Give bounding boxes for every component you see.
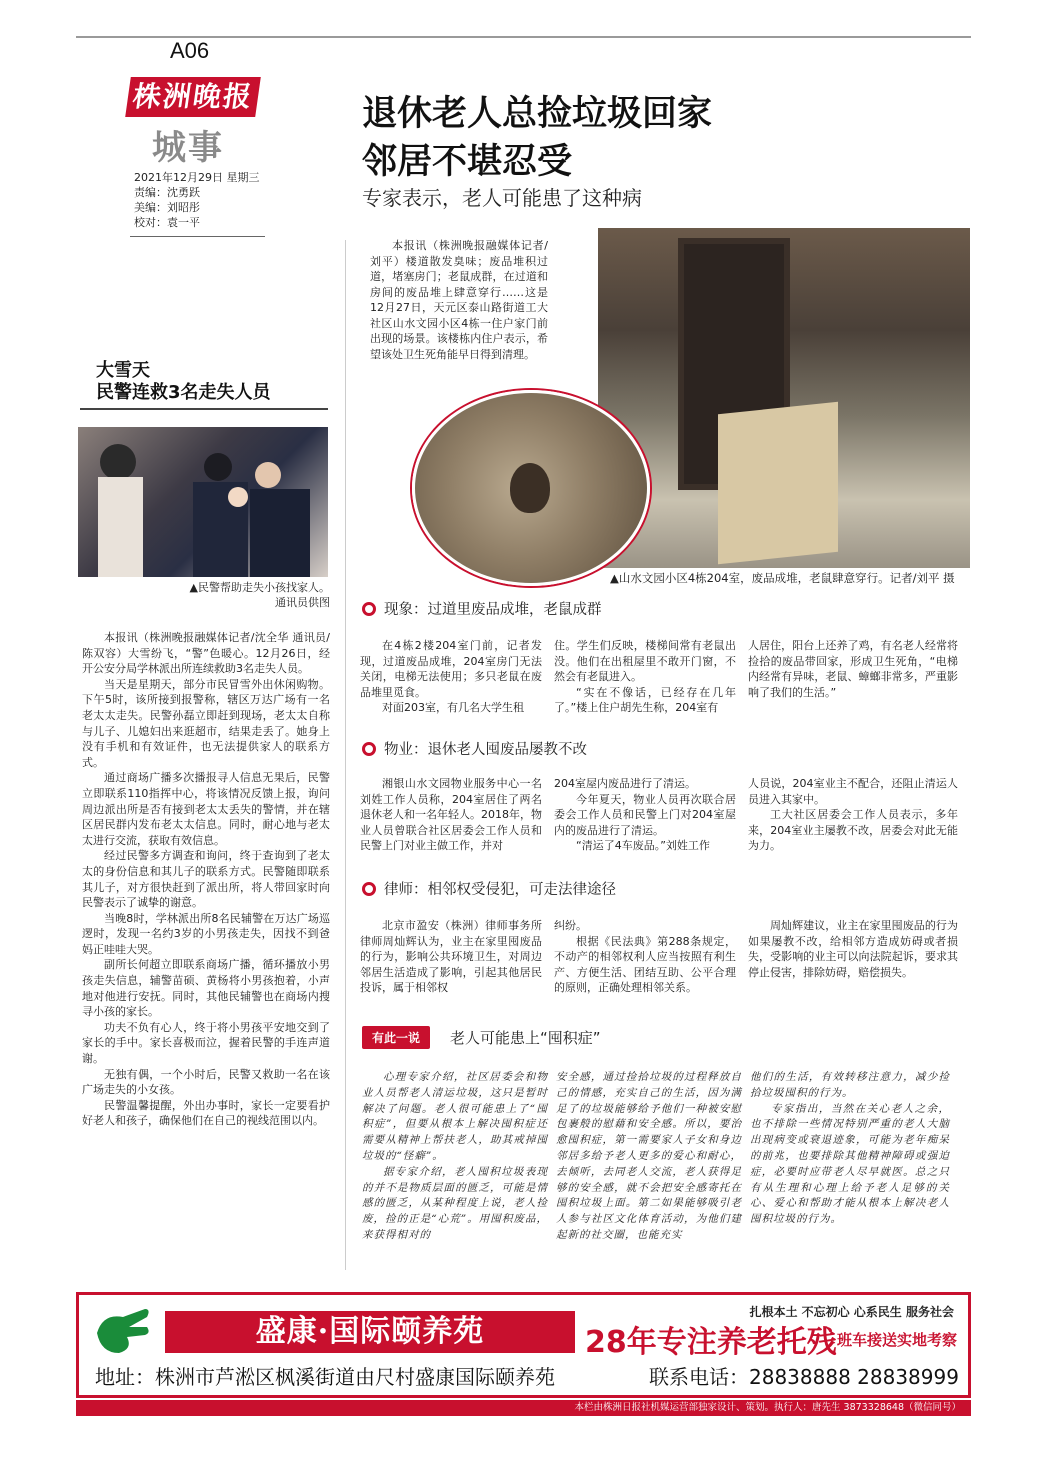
column-divider bbox=[345, 240, 346, 1270]
article-paragraph: 北京市盈安（株洲）律师事务所律师周灿辉认为，业主在家里囤废品的行为，影响公共环境卫生，对周边邻居生活造成了影响，引起其他居民投诉，属于相邻权 bbox=[360, 919, 542, 995]
sidebar-paragraph: 功夫不负有心人，终于将小男孩平安地交到了家长的手中。家长喜极而泣，握着民警的手连声道谢。 bbox=[82, 1020, 330, 1066]
article-paragraph: “实在不像话，已经存在几年了。”楼上住户胡先生称，204室有 bbox=[554, 685, 736, 715]
sidebar-caption-line-2: 通讯员供图 bbox=[275, 596, 330, 609]
article-paragraph: 根据《民法典》第288条规定，不动产的相邻权利人应当按照有利生产、方便生活、团结互助、公平合理的原则，正确处理相邻关系。 bbox=[554, 934, 736, 995]
main-subhead: 专家表示，老人可能患了这种病 bbox=[362, 186, 642, 210]
section1-col3 bbox=[748, 638, 958, 700]
sidebar-paragraph: 无独有偶，一个小时后，民警又救助一名在该广场走失的小女孩。 bbox=[82, 1067, 330, 1097]
commentary-header bbox=[362, 1026, 601, 1049]
commentary-tag: 有此一说 bbox=[362, 1026, 430, 1049]
section-heading-text: 物业：退休老人囤废品屡教不改 bbox=[384, 742, 587, 758]
section2-col2 bbox=[554, 776, 736, 854]
sidebar-photo bbox=[78, 427, 328, 577]
article-paragraph: 在4栋2楼204室门前，记者发现，过道废品成堆，204室房门无法关闭，电梯无法使用；多只老鼠在废品堆里觅食。 bbox=[360, 639, 542, 699]
sidebar-rule bbox=[80, 408, 328, 410]
sidebar-paragraph: 民警温馨提醒，外出办事时，家长一定要看护好老人和孩子，确保他们在自己的视线范围以内。 bbox=[82, 1098, 330, 1128]
sidebar-photo-caption bbox=[140, 580, 330, 610]
section1-col2 bbox=[554, 638, 736, 716]
section1-col1 bbox=[360, 638, 542, 716]
photo-cardboard-box bbox=[718, 402, 838, 565]
bullet-circle-icon bbox=[362, 742, 376, 756]
section2-col1 bbox=[360, 776, 542, 854]
sidebar-paragraph: 副所长何超立即联系商场广播，循环播放小男孩走失信息，辅警苗硕、黄杨将小男孩抱着，小声地对他进行安抚。同时，其他民辅警也在商场内搜寻小孩的家长。 bbox=[82, 958, 330, 1019]
article-paragraph: 纠纷。 bbox=[554, 919, 587, 932]
sidebar-body bbox=[82, 630, 330, 1129]
ad-slogan: 28年专注养老托残 bbox=[585, 1325, 837, 1360]
headline-line-2: 邻居不堪忍受 bbox=[362, 142, 573, 182]
section-title: 城事 bbox=[152, 128, 224, 168]
section3-col3 bbox=[748, 918, 958, 980]
article-paragraph: 人员说，204室业主不配合，还阻止清运人员进入其家中。 bbox=[748, 777, 958, 806]
commentary-paragraph: 专家指出，当然在关心老人之余，也不排除一些情况特别严重的老人大脑出现病变或衰退迹象，可能为老年痴呆的前兆，也要排除其他精神障碍或强迫症，必要时应带老人尽早就医。总之只有从生理和心理上给予老人足够的关心、爱心和帮助才能从根本上解决老人囤积垃圾的行为。 bbox=[750, 1102, 950, 1226]
section-heading-text: 现象：过道里废品成堆，老鼠成群 bbox=[384, 602, 602, 618]
article-paragraph: 住。学生们反映，楼梯间常有老鼠出没。他们在出租屋里不敢开门窗，不然会有老鼠进入。 bbox=[554, 639, 736, 684]
ad-footer-strip: 本栏由株洲日报社机媒运营部独家设计、策划。执行人：唐先生 3873328648（微信同号） bbox=[76, 1400, 971, 1416]
designer-credit: 美编：刘昭彤 bbox=[134, 201, 200, 214]
article-paragraph: 周灿辉建议，业主在家里囤废品的行为如果屡教不改，给相邻方造成妨碍或者损失，受影响的业主可以向法院起诉，要求其停止侵害，排除妨碍，赔偿损失。 bbox=[748, 919, 958, 979]
sidebar-title-line-2: 民警连救3名走失人员 bbox=[96, 382, 271, 403]
section-heading-property bbox=[362, 738, 587, 759]
page-number: A06 bbox=[170, 38, 210, 63]
sidebar-photo-figures bbox=[78, 427, 328, 577]
commentary-paragraph: 他们的生活，有效转移注意力，减少捡拾垃圾囤积的行为。 bbox=[750, 1071, 950, 1099]
section3-col2 bbox=[554, 918, 736, 996]
ad-slogan-small: 扎根本土 不忘初心 心系民生 服务社会 bbox=[749, 1305, 954, 1319]
ad-address: 地址：株洲市芦淞区枫溪街道由尺村盛康国际颐养苑 bbox=[95, 1365, 555, 1389]
sidebar-paragraph: 本报讯（株洲晚报融媒体记者/沈全华 通讯员/陈双容）大雪纷飞，“警”色暖心。12月26日，经开公安分局学林派出所连续救助3名走失人员。 bbox=[82, 631, 330, 676]
issue-date: 2021年12月29日 星期三 bbox=[134, 171, 260, 184]
rat-shape bbox=[510, 463, 550, 513]
lead-paragraph: 本报讯（株洲晚报融媒体记者/刘平）楼道散发臭味；废品堆积过道，堵塞房门；老鼠成群，在过道和房间的废品堆上肆意穿行……这是12月27日，天元区泰山路街道工大社区山水文园小区4栋一住户家门前出现的场景。该楼栋内住户表示，希望该处卫生死角能早日得到清理。 bbox=[370, 239, 548, 361]
section-heading-text: 律师：相邻权受侵犯，可走法律途径 bbox=[384, 882, 616, 898]
main-headline bbox=[362, 90, 712, 186]
ad-slogan-secondary: 班车接送实地考察 bbox=[837, 1331, 958, 1349]
ad-brand-name: 盛康·国际颐养苑 bbox=[165, 1311, 575, 1353]
paper-logo: 株洲晚报 bbox=[125, 77, 261, 117]
bullet-circle-icon bbox=[362, 602, 376, 616]
section3-col1 bbox=[360, 918, 542, 996]
bullet-circle-icon bbox=[362, 882, 376, 896]
meta-rule bbox=[130, 236, 265, 237]
article-paragraph: 对面203室，有几名大学生租 bbox=[382, 701, 524, 715]
editor-credit: 责编：沈勇跃 bbox=[134, 186, 200, 199]
main-photo bbox=[598, 228, 970, 568]
commentary-col3 bbox=[750, 1070, 950, 1228]
top-rule bbox=[76, 36, 971, 38]
sidebar-paragraph: 经过民警多方调查和询问，终于查询到了老太太的身份信息和其儿子的联系方式。民警随即联系其儿子，对方很快赶到了派出所，将人带回家时向民警表示了诚挚的谢意。 bbox=[82, 849, 330, 910]
ad-phone: 联系电话：28838888 28838999 bbox=[649, 1365, 959, 1389]
advertisement[interactable] bbox=[76, 1292, 971, 1398]
article-paragraph: 204室屋内废品进行了清运。 bbox=[554, 777, 696, 790]
commentary-paragraph: 安全感，通过捡拾垃圾的过程释放自己的情感，充实自己的生活，因为满足了的垃圾能够给予他们一种被安慰包裹般的慰藉和安全感。所以，要治愈囤积症，第一需要家人子女和身边邻居多给予老人更多的爱心和耐心，去倾听，去同老人交流，老人获得足够的安全感，就不会把安全感寄托在囤积垃圾上面。第二如果能够吸引老人参与社区文化体育活动，为他们建起新的社交圈，也能充实 bbox=[556, 1071, 742, 1241]
proof-credit: 校对：袁一平 bbox=[134, 216, 200, 229]
article-paragraph: 今年夏天，物业人员再次联合居委会工作人员和民警上门对204室屋内的废品进行了清运。 bbox=[554, 792, 736, 837]
article-paragraph: “清运了4车废品。”刘姓工作 bbox=[576, 839, 710, 853]
article-paragraph: 工大社区居委会工作人员表示，多年来，204室业主屡教不改，居委会对此无能为力。 bbox=[748, 808, 958, 853]
section2-col3 bbox=[748, 776, 958, 854]
sidebar-paragraph: 当晚8时，学林派出所8名民辅警在万达广场巡逻时，发现一名约3岁的小男孩走失，因找不到爸妈正哇哇大哭。 bbox=[82, 911, 330, 956]
masthead-meta bbox=[134, 170, 260, 230]
commentary-col1 bbox=[362, 1070, 548, 1244]
sidebar-title-line-1: 大雪天 bbox=[96, 360, 150, 381]
sidebar-headline bbox=[96, 360, 271, 404]
commentary-paragraph: 据专家介绍，老人囤积垃圾表现的并不是物质层面的匮乏，可能是情感的匮乏，从某种程度上说，老人捡废，捡的正是“心荒”。用囤积废品，来获得相对的 bbox=[362, 1165, 548, 1241]
sidebar-paragraph: 当天是星期天，部分市民冒雪外出休闲购物。下午5时，该所接到报警称，辖区万达广场有一名老太太走失。民警孙磊立即赶到现场，老太太自称与儿子、儿媳妇出来逛超市，结果走丢了。她身上没有手机和有效证件，也无法提供家人的联系方式。 bbox=[82, 677, 330, 769]
article-paragraph: 湘银山水文园物业服务中心一名刘姓工作人员称，204室居住了两名退休老人和一名年轻人。2018年，物业人员曾联合社区居委会工作人员和民警上门对业主做工作，并对 bbox=[360, 777, 542, 853]
commentary-title: 老人可能患上“囤积症” bbox=[450, 1029, 601, 1047]
section-heading-lawyer bbox=[362, 878, 616, 899]
commentary-col2 bbox=[556, 1070, 742, 1244]
photo-zoom-bubble bbox=[412, 390, 650, 586]
ad-top-band bbox=[79, 1295, 968, 1359]
article-paragraph: 人居住，阳台上还养了鸡，有名老人经常将捡拾的废品带回家，形成卫生死角，“电梯内经常有异味，老鼠、蟑螂非常多，严重影响了我们的生活。” bbox=[748, 639, 958, 699]
hand-logo-icon bbox=[93, 1303, 153, 1357]
main-photo-caption: ▲山水文园小区4栋204室，废品成堆，老鼠肆意穿行。记者/刘平 摄 bbox=[610, 571, 955, 585]
commentary-paragraph: 心理专家介绍，社区居委会和物业人员帮老人清运垃圾，这只是暂时解决了问题。老人很可能患上了“囤积症”，但要从根本上解决囤积症还需要从精神上帮扶老人，助其戒掉囤垃圾的“怪癖”。 bbox=[362, 1071, 548, 1162]
sidebar-paragraph: 通过商场广播多次播报寻人信息无果后，民警立即联系110指挥中心，将该情况反馈上报，询问周边派出所是否有接到老太太丢失的警情，并在辖区居民群内发布老太太信息。同时，耐心地与老太太进行交流，获取有效信息。 bbox=[82, 771, 330, 847]
sidebar-caption-line-1: ▲民警帮助走失小孩找家人。 bbox=[189, 581, 330, 594]
section-heading-phenomenon bbox=[362, 598, 602, 619]
headline-line-1: 退休老人总捡垃圾回家 bbox=[362, 94, 713, 134]
